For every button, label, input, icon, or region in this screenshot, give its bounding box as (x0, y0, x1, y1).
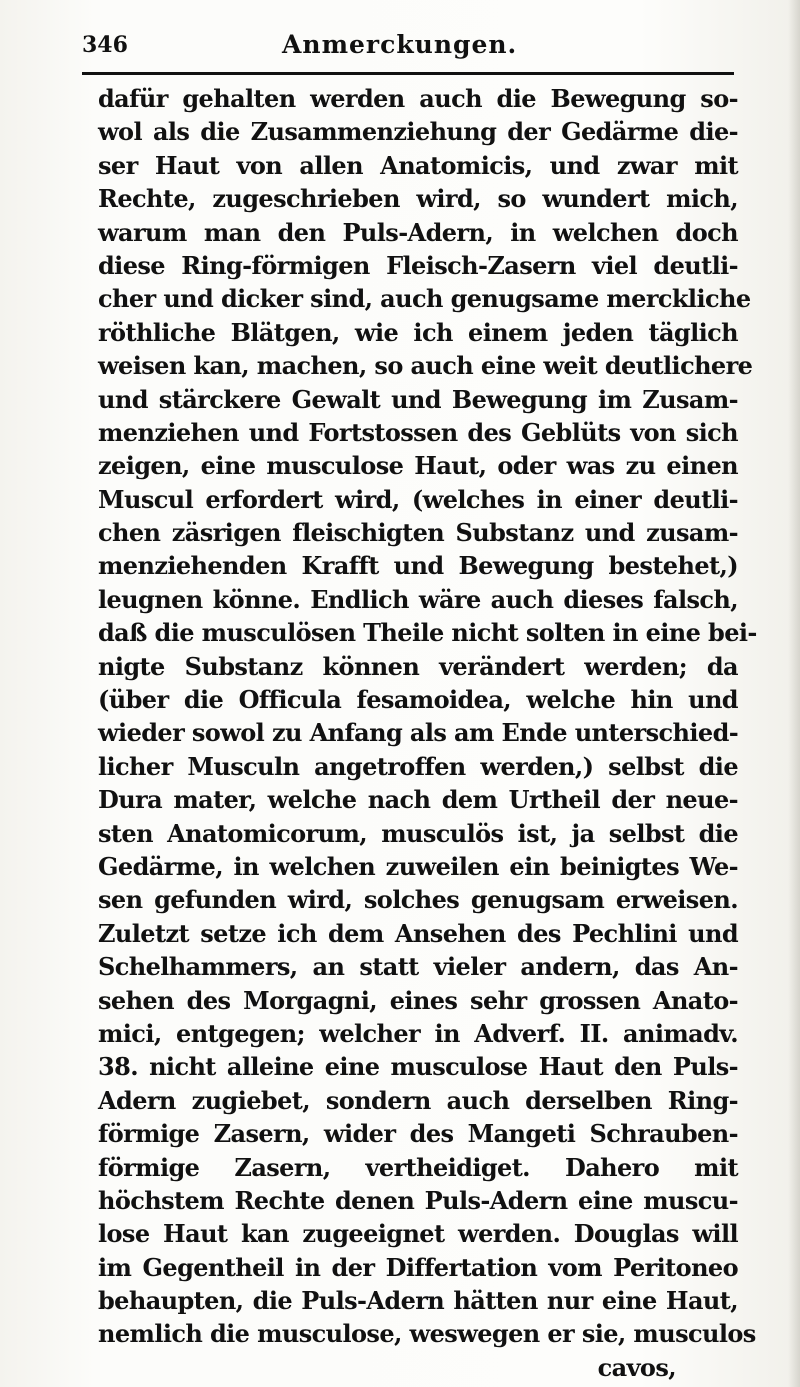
header-rule (82, 72, 734, 75)
text-line: Rechte, zugeschrieben wird, so wundert mich, (98, 184, 738, 214)
body-text (98, 82, 757, 1384)
text-line: im Gegentheil in der Differtation vom Peritoneo (98, 1252, 738, 1282)
text-line: warum man den Puls-Adern, in welchen doch (98, 217, 738, 247)
catchword: cavos, (597, 1352, 676, 1382)
page-edge-shadow (788, 0, 800, 1387)
text-line: behaupten, die Puls-Adern hätten nur eine Haut, (98, 1286, 738, 1316)
text-line: weisen kan, machen, so auch eine weit deutlichere (98, 351, 753, 381)
text-line: und stärckere Gewalt und Bewegung im Zusam- (98, 384, 738, 414)
text-line: 38. nicht alleine eine musculose Haut den Puls- (98, 1052, 738, 1082)
text-line: nemlich die musculose, weswegen er sie, musculos (98, 1319, 756, 1349)
text-line: Zuletzt setze ich dem Ansehen des Pechlini und (98, 918, 738, 948)
page-number: 346 (82, 32, 128, 58)
text-line: (über die Officula fesamoidea, welche hin und (98, 685, 738, 715)
text-line: sten Anatomicorum, musculös ist, ja selbst die (98, 818, 738, 848)
text-line: cher und dicker sind, auch genugsame merckliche (98, 284, 751, 314)
text-line: chen zäsrigen fleischigten Substanz und zusam- (98, 518, 738, 548)
text-line: wieder sowol zu Anfang als am Ende unterschied- (98, 718, 739, 748)
text-line: sehen des Morgagni, eines sehr grossen Anato- (98, 985, 738, 1015)
text-line: menziehenden Krafft und Bewegung bestehet,) (98, 551, 738, 581)
text-line: Adern zugiebet, sondern auch derselben Ring- (98, 1085, 738, 1115)
text-line: Muscul erfordert wird, (welches in einer deutli- (98, 484, 738, 514)
text-line: mici, entgegen; welcher in Adverf. II. animadv. (98, 1018, 738, 1048)
text-line: menziehen und Fortstossen des Geblüts von sich (98, 417, 738, 447)
text-line: wol als die Zusammenziehung der Gedärme die- (98, 117, 738, 147)
text-line: Gedärme, in welchen zuweilen ein beinigtes We- (98, 851, 738, 881)
text-line: Dura mater, welche nach dem Urtheil der neue- (98, 785, 738, 815)
text-line: lose Haut kan zugeeignet werden. Douglas will (98, 1219, 738, 1249)
text-line: leugnen könne. Endlich wäre auch dieses falsch, (98, 584, 738, 614)
text-line: diese Ring-förmigen Fleisch-Zasern viel deutli- (98, 250, 738, 280)
text-line: förmige Zasern, vertheidiget. Dahero mit (98, 1152, 738, 1182)
text-line: sen gefunden wird, solches genugsam erweisen. (98, 885, 738, 915)
text-line: Schelhammers, an statt vieler andern, das An- (98, 952, 738, 982)
text-line: nigte Substanz können verändert werden; da (98, 651, 738, 681)
text-line: dafür gehalten werden auch die Bewegung so- (98, 84, 738, 113)
text-line: zeigen, eine musculose Haut, oder was zu einen (98, 451, 738, 481)
page-header (82, 28, 732, 68)
text-line: daß die musculösen Theile nicht solten in eine bei- (98, 618, 757, 648)
text-line: röthliche Blätgen, wie ich einem jeden täglich (98, 317, 738, 347)
text-line: förmige Zasern, wider des Mangeti Schrauben- (98, 1119, 738, 1149)
text-line: höchstem Rechte denen Puls-Adern eine muscu- (98, 1185, 738, 1215)
running-head: Anmerckungen. (282, 30, 518, 59)
text-line: licher Musculn angetroffen werden,) selbst die (98, 751, 738, 781)
text-line: ser Haut von allen Anatomicis, und zwar mit (98, 150, 738, 180)
